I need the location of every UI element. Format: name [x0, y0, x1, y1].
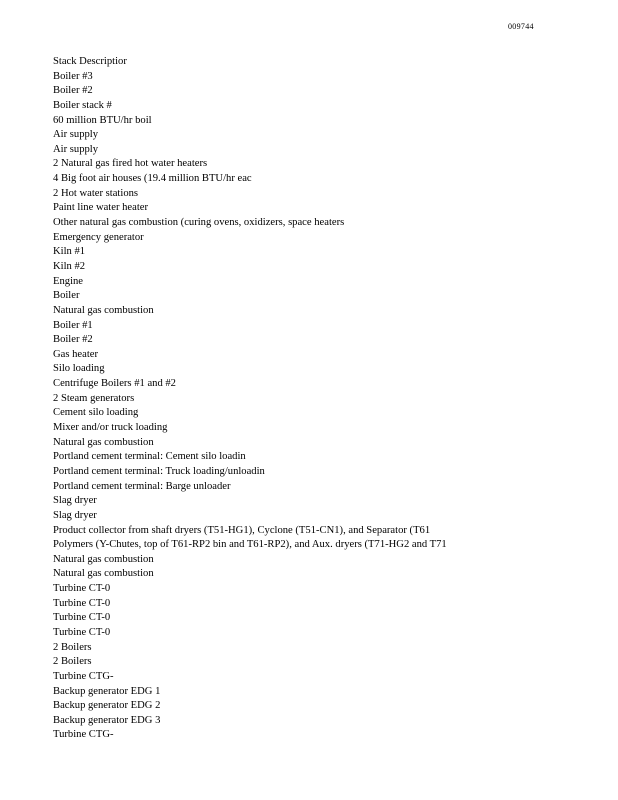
list-item: 2 Natural gas fired hot water heaters: [53, 158, 208, 170]
list-item: Portland cement terminal: Truck loading/unloadin: [53, 465, 265, 477]
list-item: Portland cement terminal: Cement silo loadin: [53, 451, 246, 463]
list-item: Product collector from shaft dryers (T51-HG1), Cyclone (T51-CN1), and Separator (T61: [53, 524, 431, 536]
list-item: Boiler stack #: [53, 99, 112, 111]
list-item: Turbine CT-0: [53, 583, 111, 595]
list-item: Natural gas combustion: [53, 553, 154, 565]
list-item: Natural gas combustion: [53, 304, 154, 316]
list-item: Kiln #1: [53, 246, 86, 258]
list-item: Boiler #2: [53, 85, 93, 97]
list-item: Turbine CT-0: [53, 612, 111, 624]
list-item: Turbine CT-0: [53, 597, 111, 609]
list-item: Silo loading: [53, 363, 105, 375]
list-item: Boiler #3: [53, 70, 93, 82]
list-item: Air supply: [53, 129, 99, 141]
list-item: 2 Boilers: [53, 641, 92, 653]
list-item: Turbine CT-0: [53, 626, 111, 638]
list-item: Boiler #2: [53, 334, 93, 346]
list-item: Emergency generator: [53, 231, 144, 243]
list-item: Paint line water heater: [53, 202, 149, 214]
list-item: 2 Steam generators: [53, 392, 135, 404]
list-item: Backup generator EDG 2: [53, 700, 161, 712]
list-item: Natural gas combustion: [53, 568, 154, 580]
list-item: 60 million BTU/hr boil: [53, 114, 152, 126]
list-item: Backup generator EDG 3: [53, 714, 161, 726]
list-item: Slag dryer: [53, 509, 97, 521]
list-item: 2 Boilers: [53, 656, 92, 668]
list-item: Engine: [53, 275, 84, 287]
list-item: Air supply: [53, 143, 99, 155]
list-item: Boiler #1: [53, 319, 93, 331]
list-item: Portland cement terminal: Barge unloader: [53, 480, 231, 492]
stack-description-list: [53, 55, 483, 743]
list-item: Turbine CTG-: [53, 729, 114, 741]
list-item: Centrifuge Boilers #1 and #2: [53, 378, 176, 390]
list-item: Cement silo loading: [53, 407, 139, 419]
list-item: Stack Descriptior: [53, 56, 127, 67]
list-item: Kiln #2: [53, 260, 86, 272]
list-item: Boiler: [53, 290, 80, 302]
list-item: Polymers (Y-Chutes, top of T61-RP2 bin and T61-RP2), and Aux. dryers (T71-HG2 and T71: [53, 539, 447, 551]
list-item: 4 Big foot air houses (19.4 million BTU/hr eac: [53, 173, 252, 185]
page-number: 009744: [508, 22, 534, 31]
list-item: Turbine CTG-: [53, 670, 114, 682]
list-item: Slag dryer: [53, 495, 97, 507]
list-item: Other natural gas combustion (curing ovens, oxidizers, space heaters: [53, 217, 345, 229]
list-item: Mixer and/or truck loading: [53, 422, 168, 434]
list-item: 2 Hot water stations: [53, 187, 139, 199]
list-item: Backup generator EDG 1: [53, 685, 161, 697]
list-item: Gas heater: [53, 348, 98, 360]
list-item: Natural gas combustion: [53, 436, 154, 448]
